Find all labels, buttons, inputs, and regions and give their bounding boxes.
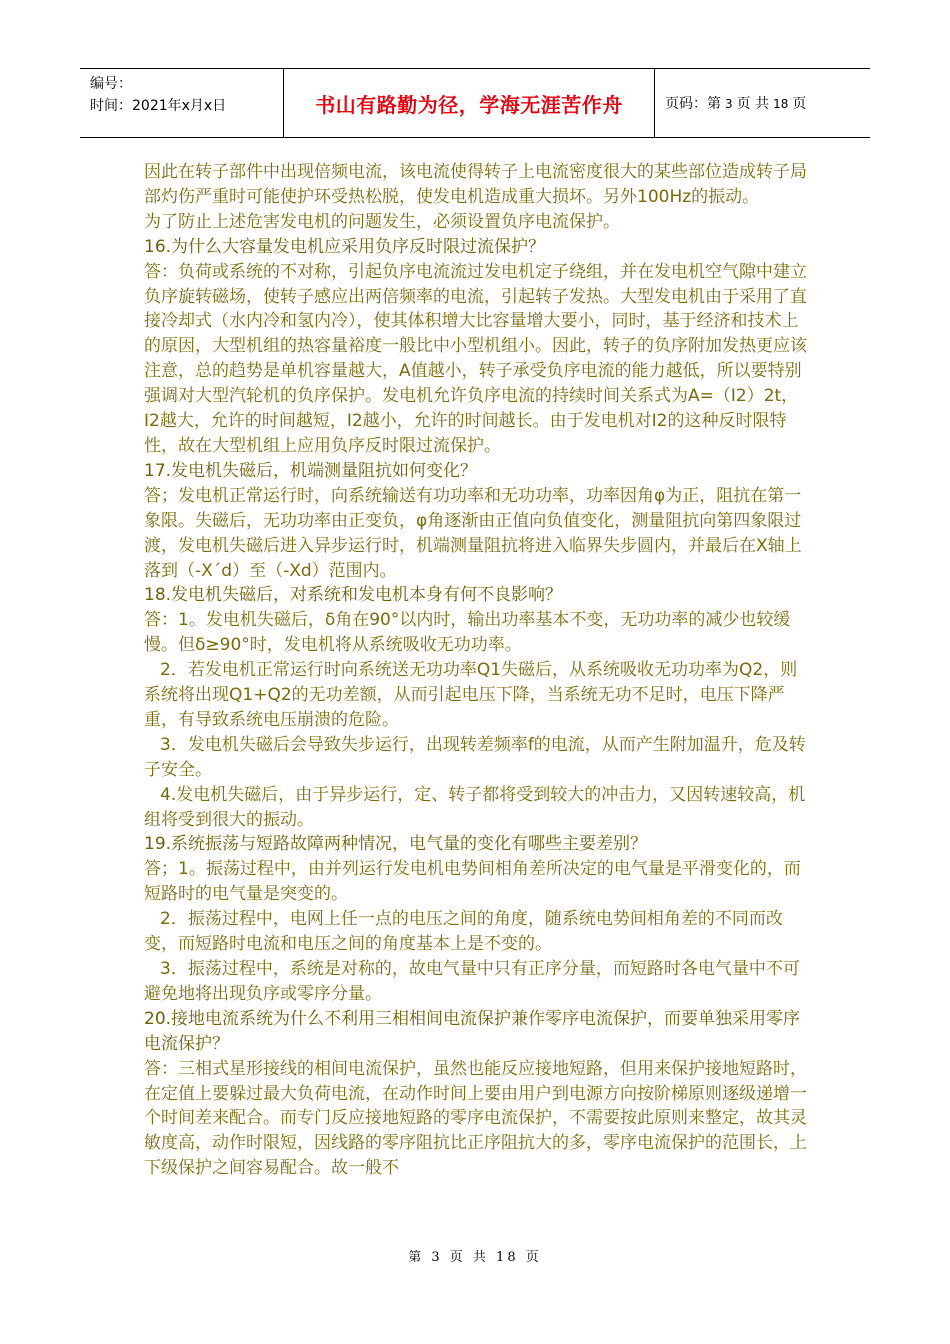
page-footer: 第 3 页 共 18 页 xyxy=(408,1250,542,1265)
body-paragraph: 2．振荡过程中，电网上任一点的电压之间的角度，随系统电势间相角差的不同而改变，而短路时电流和电压之间的角度基本上是不变的。 xyxy=(144,909,783,955)
body-paragraph: 答：1。发电机失磁后，δ角在90°以内时，输出功率基本不变，无功功率的减少也较缓慢。但δ≥90°时，发电机将从系统吸收无功功率。 xyxy=(144,610,791,656)
body-paragraph: 答：负荷或系统的不对称，引起负序电流流过发电机定子绕组，并在发电机空气隙中建立负序旋转磁场，使转子感应出两倍频率的电流，引起转子发热。大型发电机由于采用了直接冷却式（水内冷和氢内冷），使其体积增大比容量增大要小，同时，基于经济和技术上的原因，大型机组的热容量裕度一般比中小型机组小。因此，转子的负序附加发热更应该注意，总的趋势是单机容量越大，A值越小，转子承受负序电流的能力越低，所以要特别强调对大型汽轮机的负序保护。发电机允许负序电流的持续时间关系式为A=（I2）2t，I2越大，允许的时间越短，I2越小，允许的时间越长。由于发电机对I2的这种反时限特性，故在大型机组上应用负序反时限过流保护。 xyxy=(144,261,807,456)
page-suffix: 页 xyxy=(792,96,807,112)
body-paragraph: 2．若发电机正常运行时向系统送无功功率Q1失磁后，从系统吸收无功功率为Q2，则系统将出现Q1+Q2的无功差额，从而引起电压下降，当系统无功不足时，电压下降严重，有导致系统电压崩溃的危险。 xyxy=(144,660,798,730)
document-number-label: 编号： xyxy=(90,76,132,92)
page-total: 18 xyxy=(773,97,789,111)
question-heading: 16.为什么大容量发电机应采用负序反时限过流保护？ xyxy=(144,236,546,257)
page-prefix: 页码：第 xyxy=(665,96,721,112)
page-current: 3 xyxy=(725,97,733,111)
body-paragraph: 答：三相式星形接线的相间电流保护，虽然也能反应接地短路，但用来保护接地短路时，在定值上要躲过最大负荷电流，在动作时间上要由用户到电源方向按阶梯原则逐级递增一个时间差来配合。而专门反应接地短路的零序电流保护，不需要按此原则来整定，故其灵敏度高，动作时限短，因线路的零序阻抗比正序阻抗大的多，零序电流保护的范围长，上下级保护之间容易配合。故一般不 xyxy=(144,1058,807,1179)
page-mid: 页 共 xyxy=(736,96,770,112)
body-paragraph: 答；1。振荡过程中，由并列运行发电机电势间相角差所决定的电气量是平滑变化的，而短路时的电气量是突变的。 xyxy=(144,859,801,905)
question-heading: 20.接地电流系统为什么不利用三相相间电流保护兼作零序电流保护，而要单独采用零序电流保护？ xyxy=(144,1008,801,1054)
question-heading: 18.发电机失磁后，对系统和发电机本身有何不良影响？ xyxy=(144,585,563,606)
body-paragraph: 答；发电机正常运行时，向系统输送有功功率和无功功率，功率因角φ为正，阻抗在第一象限。失磁后，无功功率由正变负，φ角逐渐由正值向负值变化，测量阻抗向第四象限过渡，发电机失磁后进入异步运行时，机端测量阻抗将进入临界失步圆内，并最后在X轴上落到（-X´d）至（-Xd）范围内。 xyxy=(144,485,802,581)
page-header xyxy=(80,68,870,138)
body-paragraph: 因此在转子部件中出现倍频电流，该电流使得转子上电流密度很大的某些部位造成转子局部灼伤严重时可能使护环受热松脱，使发电机造成重大损坏。另外100Hz的振动。 xyxy=(144,162,807,207)
document-body xyxy=(144,160,808,1181)
document-date: 时间：2021年x月x日 xyxy=(90,98,227,114)
header-page-info xyxy=(655,69,870,137)
question-heading: 19.系统振荡与短路故障两种情况，电气量的变化有哪些主要差别？ xyxy=(144,834,648,855)
header-meta xyxy=(80,69,283,137)
body-paragraph: 3．振荡过程中，系统是对称的，故电气量中只有正序分量，而短路时各电气量中不可避免地将出现负序或零序分量。 xyxy=(144,959,800,1004)
question-heading: 17.发电机失磁后，机端测量阻抗如何变化？ xyxy=(144,460,478,481)
body-paragraph: 4.发电机失磁后，由于异步运行，定、转子都将受到较大的冲击力，又因转速较高，机组将受到很大的振动。 xyxy=(144,784,806,830)
body-paragraph: 为了防止上述危害发电机的问题发生，必须设置负序电流保护。 xyxy=(144,211,620,232)
body-paragraph: 3．发电机失磁后会导致失步运行，出现转差频率f的电流，从而产生附加温升，危及转子安全。 xyxy=(144,734,806,780)
header-motto: 书山有路勤为径，学海无涯苦作舟 xyxy=(283,69,655,137)
